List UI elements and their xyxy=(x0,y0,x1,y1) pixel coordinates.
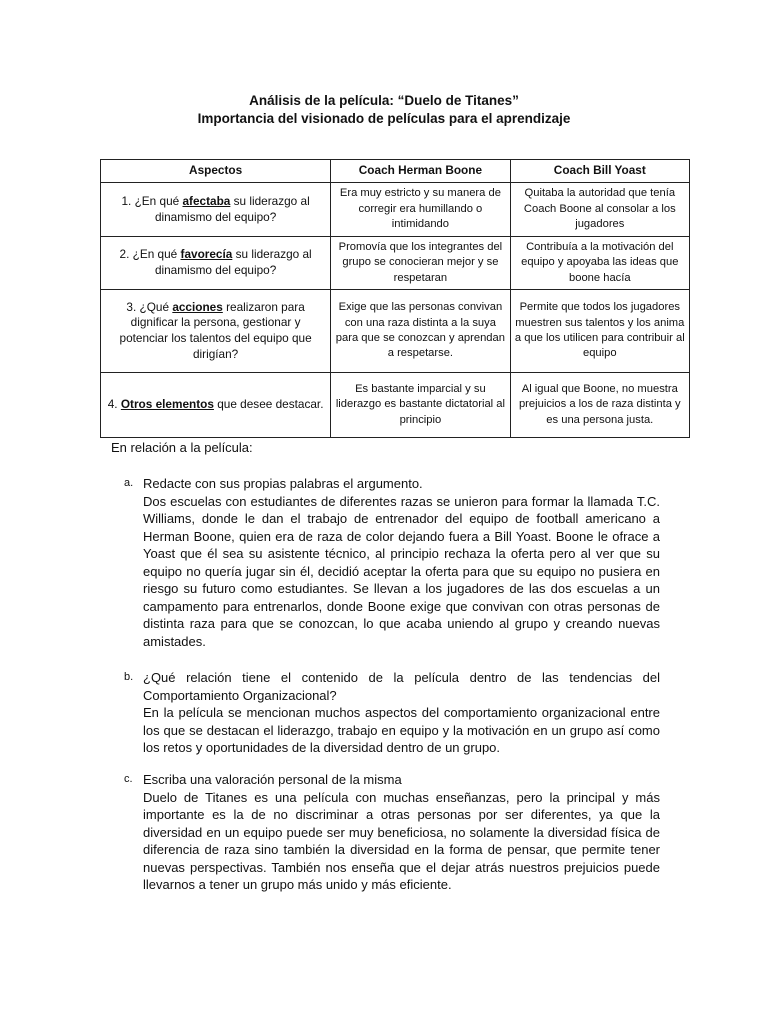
table-row xyxy=(101,183,690,237)
question-text: Redacte con sus propias palabras el argumento. xyxy=(143,476,423,491)
yoast-cell: Quitaba la autoridad que tenía Coach Boone al consolar a los jugadores xyxy=(510,183,689,237)
boone-cell: Era muy estricto y su manera de corregir era humillando o intimidando xyxy=(331,183,510,237)
list-marker: c. xyxy=(124,773,133,785)
answer-text: Dos escuelas con estudiantes de diferentes razas se unieron para formar la llamada T.C. Williams, donde le dan el trabajo de entrenador del equipo de football americano a Herman Boone, quien era de raza de color dejando fuera a Bill Yoast. Boone le ofrace a Yoast que él sea su asistente técnico, al principio rechaza la oferta pero al ver que su equipo no quería jugar sin él, decidió aceptar la oferta para que su equipo no pusiera en riesgo su futuro como estudiantes. Se llevan a los jugadores de las dos escuelas a un campamento para entrenarlos, donde Boone exige que convivan con otras personas de distinta raza para que se conozcan, lo que acaba uniendo al grupo y creando nuevas amistades. xyxy=(143,493,660,649)
analysis-table xyxy=(100,159,690,438)
aspect-text: 4. xyxy=(107,397,121,412)
aspect-cell xyxy=(101,183,331,237)
aspect-keyword: favorecía xyxy=(180,247,233,262)
question-text: Escriba una valoración personal de la misma xyxy=(143,772,402,787)
boone-cell: Exige que las personas convivan con una raza distinta a la suya para que se conozcan y aprendan a respetarse. xyxy=(331,290,510,373)
document-subtitle: Importancia del visionado de películas para el aprendizaje xyxy=(197,111,571,126)
answer-text: Duelo de Titanes es una película con muchas enseñanzas, pero la principal y más importante es la de no discriminar a otras personas por ser diferentes, ya que la diversidad en un equipo puede ser muy beneficiosa, no solamente la diversidad física de diferencia de raza sino también la diversidad en la forma de pensar, que permite tener nuevas perspectivas. También nos enseña que el dejar atrás nuestros prejuicios puede llevarnos a tener un grupo más unido y más eficiente. xyxy=(143,789,660,892)
table-row xyxy=(101,237,690,290)
aspect-text: su liderazgo al dinamismo del equipo? xyxy=(154,247,312,277)
list-item xyxy=(124,669,660,757)
yoast-cell: Al igual que Boone, no muestra prejuicios a los de raza distinta y es una persona justa. xyxy=(510,373,689,438)
list-item xyxy=(124,475,660,650)
document-title: Análisis de la película: “Duelo de Titanes” xyxy=(249,93,519,108)
list-item xyxy=(124,771,660,894)
aspect-text: su liderazgo al dinamismo del equipo? xyxy=(154,193,310,224)
aspect-cell xyxy=(101,373,331,438)
boone-cell: Promovía que los integrantes del grupo se conocieran mejor y se respetaran xyxy=(331,237,510,290)
table-row xyxy=(101,373,690,438)
aspect-cell xyxy=(101,290,331,373)
aspect-text: 3. ¿Qué xyxy=(126,299,173,314)
aspect-keyword: acciones xyxy=(172,299,223,314)
intro-text: En relación a la película: xyxy=(111,440,253,455)
aspect-text: realizaron para dignificar la persona, gestionar y potenciar los talentos del equipo que dirigían? xyxy=(119,299,312,361)
yoast-cell: Contribuía a la motivación del equipo y apoyaba las ideas que boone hacía xyxy=(510,237,689,290)
aspect-text: 2. ¿En qué xyxy=(119,247,181,262)
header-aspectos: Aspectos xyxy=(101,160,331,183)
aspect-text: 1. ¿En qué xyxy=(121,193,183,208)
table-row xyxy=(101,290,690,373)
aspect-keyword: afectaba xyxy=(182,193,231,208)
list-marker: a. xyxy=(124,477,134,489)
aspect-cell xyxy=(101,237,331,290)
header-coach-boone: Coach Herman Boone xyxy=(331,160,510,183)
aspect-text: que desee destacar. xyxy=(213,397,324,412)
table-header-row xyxy=(101,160,690,183)
question-text: ¿Qué relación tiene el contenido de la película dentro de las tendencias del Comportamiento Organizacional? xyxy=(143,670,660,703)
answer-text: En la película se mencionan muchos aspectos del comportamiento organizacional entre los que se destacan el liderazgo, trabajo en equipo y la motivación en un grupo así como los retos y oportunidades de la diversidad dentro de un grupo. xyxy=(143,705,660,755)
header-coach-yoast: Coach Bill Yoast xyxy=(510,160,689,183)
list-marker: b. xyxy=(124,671,134,683)
aspect-keyword: Otros elementos xyxy=(120,397,214,412)
yoast-cell: Permite que todos los jugadores muestren sus talentos y los anima a que los utilicen para contribuir al equipo xyxy=(510,290,689,373)
boone-cell: Es bastante imparcial y su liderazgo es bastante dictatorial al principio xyxy=(331,373,510,438)
